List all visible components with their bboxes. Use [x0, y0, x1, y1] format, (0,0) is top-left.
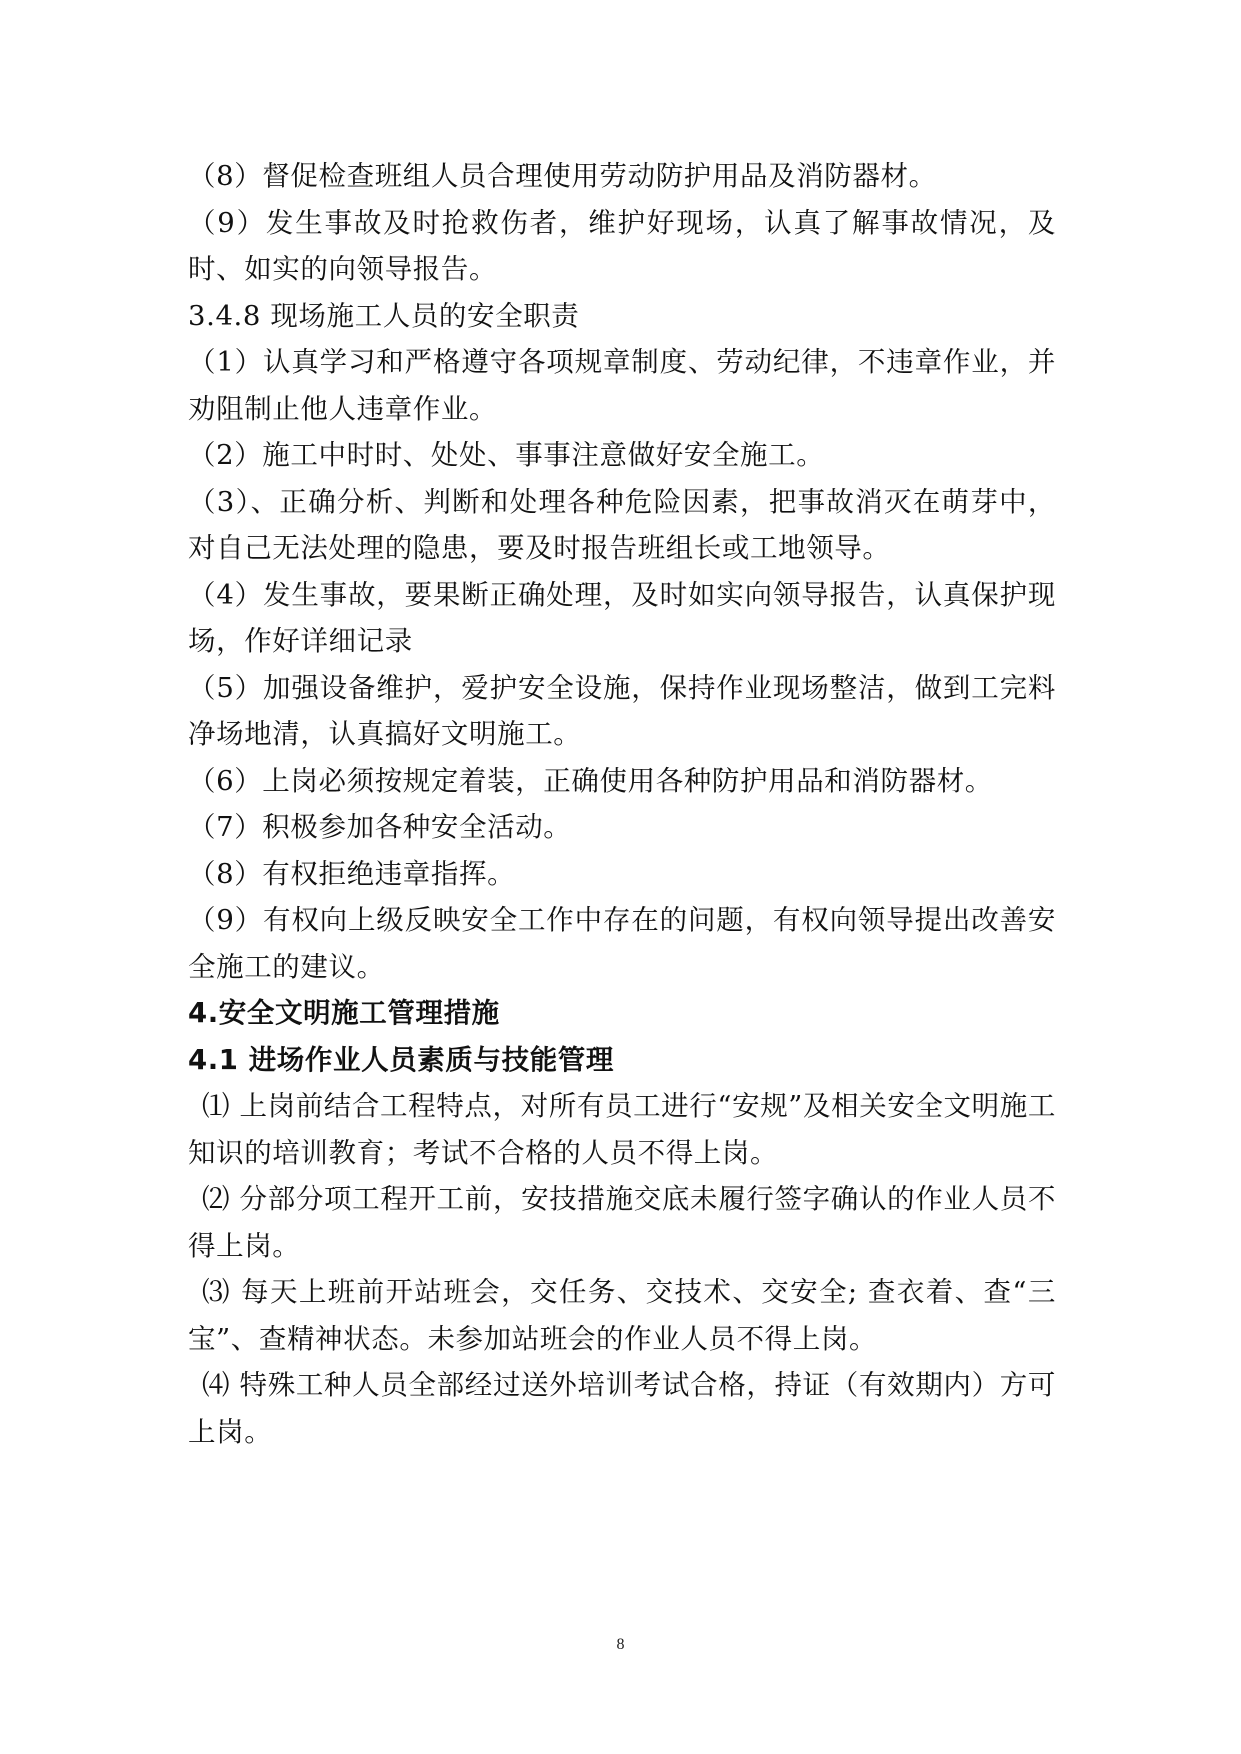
measure-item-briefing: ⑵ 分部分项工程开工前，安技措施交底未履行签字确认的作业人员不得上岗。 [188, 1183, 1056, 1262]
measure-item-training: ⑴ 上岗前结合工程特点，对所有员工进行“安规”及相关安全文明施工知识的培训教育；考试不合格的人员不得上岗。 [188, 1090, 1056, 1169]
paragraph-study-rules: （1）认真学习和严格遵守各项规章制度、劳动纪律，不违章作业，并劝阻制止他人违章作业。 [188, 346, 1056, 425]
section-heading: 4.安全文明施工管理措施 [188, 997, 500, 1029]
section-title-worker-duties: 3.4.8 现场施工人员的安全职责 [188, 299, 580, 332]
subsection-heading: 4.1 进场作业人员素质与技能管理 [188, 1043, 614, 1076]
paragraph-supervise-equipment: （8）督促检查班组人员合理使用劳动防护用品及消防器材。 [188, 160, 937, 192]
paragraph-safety-activities: （7）积极参加各种安全活动。 [188, 811, 572, 843]
document-body [188, 153, 1056, 1455]
measure-item-certification: ⑷ 特殊工种人员全部经过送外培训考试合格，持证（有效期内）方可上岗。 [188, 1369, 1056, 1448]
paragraph-equipment-maintenance: （5）加强设备维护，爱护安全设施，保持作业现场整洁，做到工完料净场地清，认真搞好文明施工。 [188, 671, 1056, 750]
paragraph-report-problems: （9）有权向上级反映安全工作中存在的问题，有权向领导提出改善安全施工的建议。 [188, 904, 1056, 983]
page-number: 8 [616, 1636, 625, 1653]
paragraph-accident-report: （4）发生事故，要果断正确处理，及时如实向领导报告，认真保护现场，作好详细记录 [188, 578, 1056, 657]
paragraph-accident-rescue: （9）发生事故及时抢救伤者，维护好现场，认真了解事故情况，及时、如实的向领导报告。 [188, 206, 1056, 285]
paragraph-refuse-violations: （8）有权拒绝违章指挥。 [188, 857, 516, 890]
paragraph-dress-code: （6）上岗必须按规定着装，正确使用各种防护用品和消防器材。 [188, 764, 993, 797]
measure-item-daily-meeting: ⑶ 每天上班前开站班会，交任务、交技术、交安全; 查衣着、查“三宝”、查精神状态。未参加站班会的作业人员不得上岗。 [188, 1276, 1056, 1355]
paragraph-safe-construction: （2）施工中时时、处处、事事注意做好安全施工。 [188, 439, 825, 471]
paragraph-risk-analysis: （3）、正确分析、判断和处理各种危险因素，把事故消灭在萌芽中，对自己无法处理的隐患，要及时报告班组长或工地领导。 [188, 485, 1056, 564]
